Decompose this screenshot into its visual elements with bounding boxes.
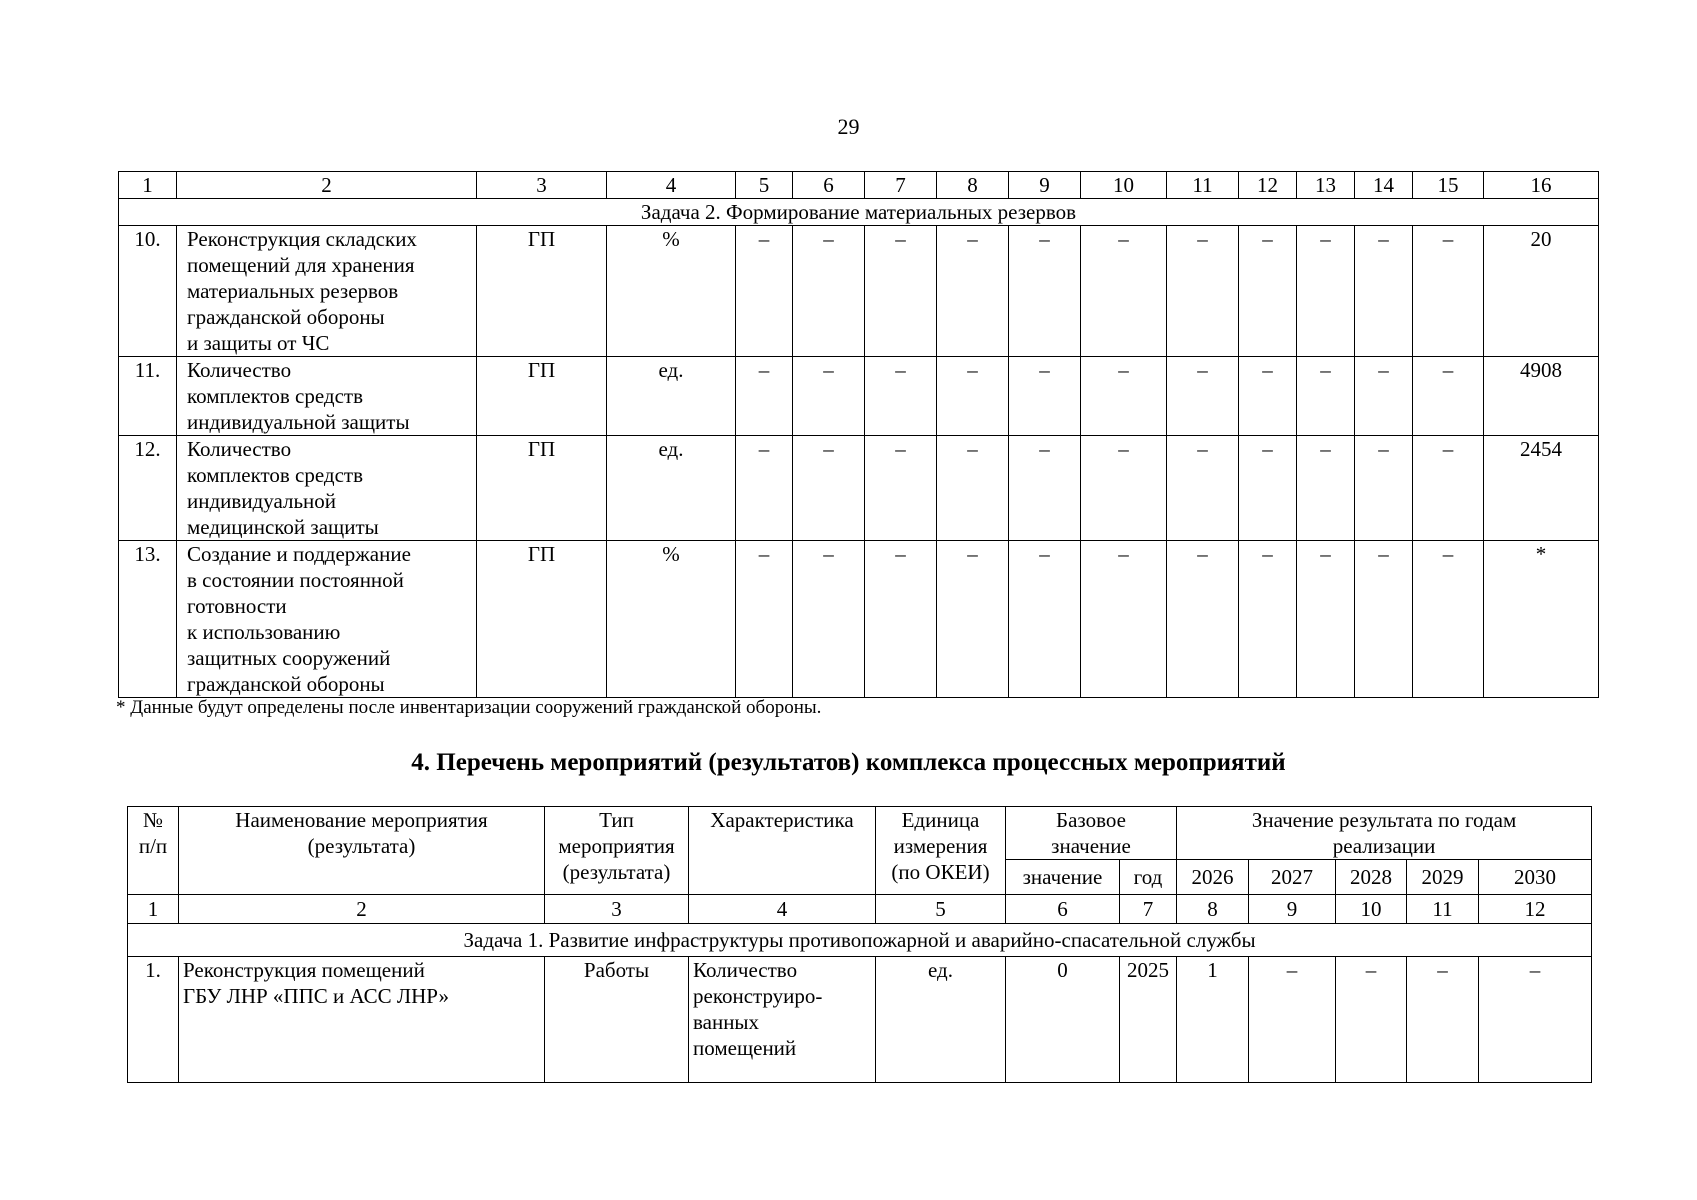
task-row: [119, 199, 1599, 226]
header-year: 2029: [1407, 860, 1479, 895]
row-value: –: [1009, 541, 1081, 698]
footnote: * Данные будут определены после инвентаризации сооружений гражданской обороны.: [116, 697, 822, 718]
header-num: [128, 807, 179, 895]
row-name-line: в состоянии постоянной: [187, 568, 404, 592]
header-year: 2026: [1177, 860, 1249, 895]
row-value: –: [736, 226, 793, 357]
row-unit: %: [607, 226, 736, 357]
column-number: 2: [177, 172, 477, 199]
column-number-row: [128, 895, 1592, 924]
header-type-line: Тип: [599, 808, 634, 832]
column-number: 3: [477, 172, 607, 199]
row-name-line: Создание и поддержание: [187, 542, 411, 566]
header-base-year: год: [1120, 860, 1177, 895]
row-name-line: защитных сооружений: [187, 646, 391, 670]
column-number: 4: [607, 172, 736, 199]
column-number: 10: [1336, 895, 1407, 924]
row-value: –: [1413, 541, 1484, 698]
column-number: 1: [119, 172, 177, 199]
header-name-line: (результата): [307, 834, 416, 858]
column-number: 10: [1081, 172, 1167, 199]
header-base-value: значение: [1006, 860, 1120, 895]
column-number: 13: [1297, 172, 1355, 199]
row-name-line: комплектов средств: [187, 463, 364, 487]
header-year: 2028: [1336, 860, 1407, 895]
row-value: –: [1413, 226, 1484, 357]
row-number: 10.: [119, 226, 177, 357]
column-number: 9: [1009, 172, 1081, 199]
row-value: –: [1355, 541, 1413, 698]
row-name-line: готовности: [187, 594, 287, 618]
row-characteristic-line: помещений: [693, 1036, 797, 1060]
column-number: 2: [179, 895, 545, 924]
column-number: 4: [689, 895, 876, 924]
table-row: [119, 226, 1599, 357]
header-unit-line: (по ОКЕИ): [891, 860, 990, 884]
header-num-line: №: [142, 808, 164, 832]
row-value: –: [1355, 226, 1413, 357]
row-unit: ед.: [607, 436, 736, 541]
header-type: [545, 807, 689, 895]
row-value: –: [1239, 357, 1297, 436]
row-value: –: [736, 357, 793, 436]
row-base-value: 0: [1006, 957, 1120, 1083]
column-number: 3: [545, 895, 689, 924]
task-title: Задача 1. Развитие инфраструктуры противопожарной и аварийно-спасательной службы: [128, 924, 1592, 957]
row-name-line: и защиты от ЧС: [187, 331, 330, 355]
header-characteristic: Характеристика: [689, 807, 876, 895]
row-value: –: [736, 541, 793, 698]
column-number: 11: [1407, 895, 1479, 924]
row-name-line: ГБУ ЛНР «ППС и АСС ЛНР»: [183, 984, 449, 1008]
row-name-line: гражданской обороны: [187, 672, 385, 696]
row-unit: %: [607, 541, 736, 698]
row-value: –: [1297, 541, 1355, 698]
row-name-line: медицинской защиты: [187, 515, 379, 539]
row-name-line: Количество: [187, 437, 292, 461]
column-number: 12: [1479, 895, 1592, 924]
column-number: 15: [1413, 172, 1484, 199]
row-type: ГП: [477, 436, 607, 541]
column-number: 5: [876, 895, 1006, 924]
row-value: –: [793, 541, 865, 698]
row-last-value: 2454: [1484, 436, 1599, 541]
row-year-value: 1: [1177, 957, 1249, 1083]
row-value: –: [736, 436, 793, 541]
column-number: 8: [937, 172, 1009, 199]
table1-body: [119, 226, 1599, 698]
row-last-value: 20: [1484, 226, 1599, 357]
header-num-line: п/п: [138, 834, 168, 858]
row-name-line: материальных резервов: [187, 279, 399, 303]
row-year-value: –: [1249, 957, 1336, 1083]
column-number: 7: [1120, 895, 1177, 924]
column-number: 11: [1167, 172, 1239, 199]
row-value: –: [793, 436, 865, 541]
header-base-line: значение: [1051, 834, 1131, 858]
table-row: [128, 957, 1592, 1083]
row-characteristic-line: Количество: [693, 958, 798, 982]
column-number: 7: [865, 172, 937, 199]
row-value: –: [1355, 436, 1413, 541]
header-type-line: (результата): [562, 860, 671, 884]
table-row: [119, 541, 1599, 698]
row-value: –: [1239, 226, 1297, 357]
row-base-year: 2025: [1120, 957, 1177, 1083]
column-number: 12: [1239, 172, 1297, 199]
row-name: [177, 357, 477, 436]
column-number: 1: [128, 895, 179, 924]
row-value: –: [1239, 436, 1297, 541]
row-value: –: [865, 541, 937, 698]
row-value: –: [1081, 541, 1167, 698]
row-number: 1.: [128, 957, 179, 1083]
row-value: –: [793, 226, 865, 357]
row-value: –: [937, 436, 1009, 541]
header-year: 2030: [1479, 860, 1592, 895]
row-type: Работы: [545, 957, 689, 1083]
row-value: –: [1297, 436, 1355, 541]
row-name-line: индивидуальной защиты: [187, 410, 410, 434]
row-value: –: [1355, 357, 1413, 436]
column-number: 6: [793, 172, 865, 199]
section-title: 4. Перечень мероприятий (результатов) комплекса процессных мероприятий: [411, 749, 1286, 776]
task-row: [128, 924, 1592, 957]
header-unit-line: измерения: [893, 834, 988, 858]
row-value: –: [1081, 226, 1167, 357]
header-row-1: [128, 807, 1592, 860]
row-name: [177, 226, 477, 357]
header-years-title: [1177, 807, 1592, 860]
row-name-line: гражданской обороны: [187, 305, 385, 329]
row-number: 13.: [119, 541, 177, 698]
table-row: [119, 357, 1599, 436]
row-value: –: [1413, 357, 1484, 436]
header-type-line: мероприятия: [558, 834, 675, 858]
row-value: –: [1009, 436, 1081, 541]
column-number: 14: [1355, 172, 1413, 199]
row-name-line: Количество: [187, 358, 292, 382]
column-number: 5: [736, 172, 793, 199]
header-years-line: реализации: [1332, 834, 1436, 858]
row-value: –: [1081, 436, 1167, 541]
indicators-table: [118, 171, 1599, 698]
row-characteristic: [689, 957, 876, 1083]
row-name-line: комплектов средств: [187, 384, 364, 408]
row-type: ГП: [477, 226, 607, 357]
header-year: 2027: [1249, 860, 1336, 895]
row-value: –: [1009, 357, 1081, 436]
row-unit: ед.: [876, 957, 1006, 1083]
header-name: [179, 807, 545, 895]
row-type: ГП: [477, 541, 607, 698]
column-number: 9: [1249, 895, 1336, 924]
row-value: –: [1167, 541, 1239, 698]
task-title: Задача 2. Формирование материальных резервов: [119, 199, 1599, 226]
row-value: –: [1239, 541, 1297, 698]
row-last-value: 4908: [1484, 357, 1599, 436]
row-value: –: [865, 226, 937, 357]
header-base-line: Базовое: [1056, 808, 1126, 832]
row-value: –: [937, 226, 1009, 357]
row-name-line: к использованию: [187, 620, 341, 644]
row-value: –: [865, 357, 937, 436]
column-number: 6: [1006, 895, 1120, 924]
row-name-line: Реконструкция складских: [187, 227, 417, 251]
row-name-line: помещений для хранения: [187, 253, 415, 277]
row-last-value: *: [1484, 541, 1599, 698]
row-value: –: [1167, 226, 1239, 357]
row-name: [177, 436, 477, 541]
row-number: 11.: [119, 357, 177, 436]
row-year-value: –: [1479, 957, 1592, 1083]
column-number: 8: [1177, 895, 1249, 924]
activities-table: [127, 806, 1592, 1083]
row-name: [179, 957, 545, 1083]
row-value: –: [937, 357, 1009, 436]
row-type: ГП: [477, 357, 607, 436]
column-number: 16: [1484, 172, 1599, 199]
header-unit: [876, 807, 1006, 895]
header-years-line: Значение результата по годам: [1251, 808, 1517, 832]
table-row: [119, 436, 1599, 541]
row-characteristic-line: ванных: [693, 1010, 760, 1034]
row-unit: ед.: [607, 357, 736, 436]
row-value: –: [1297, 357, 1355, 436]
row-name-line: Реконструкция помещений: [183, 958, 425, 982]
row-characteristic-line: реконструиро-: [693, 984, 823, 1008]
row-name: [177, 541, 477, 698]
header-base: [1006, 807, 1177, 860]
row-name-line: индивидуальной: [187, 489, 336, 513]
row-value: –: [937, 541, 1009, 698]
row-number: 12.: [119, 436, 177, 541]
row-value: –: [793, 357, 865, 436]
table2-body: [128, 957, 1592, 1083]
row-value: –: [1167, 357, 1239, 436]
row-value: –: [865, 436, 937, 541]
row-value: –: [1081, 357, 1167, 436]
column-number-row: [119, 172, 1599, 199]
header-unit-line: Единица: [901, 808, 980, 832]
row-value: –: [1297, 226, 1355, 357]
row-year-value: –: [1407, 957, 1479, 1083]
row-value: –: [1167, 436, 1239, 541]
row-value: –: [1009, 226, 1081, 357]
row-year-value: –: [1336, 957, 1407, 1083]
row-value: –: [1413, 436, 1484, 541]
page-number: 29: [837, 114, 860, 139]
header-name-line: Наименование мероприятия: [235, 808, 488, 832]
